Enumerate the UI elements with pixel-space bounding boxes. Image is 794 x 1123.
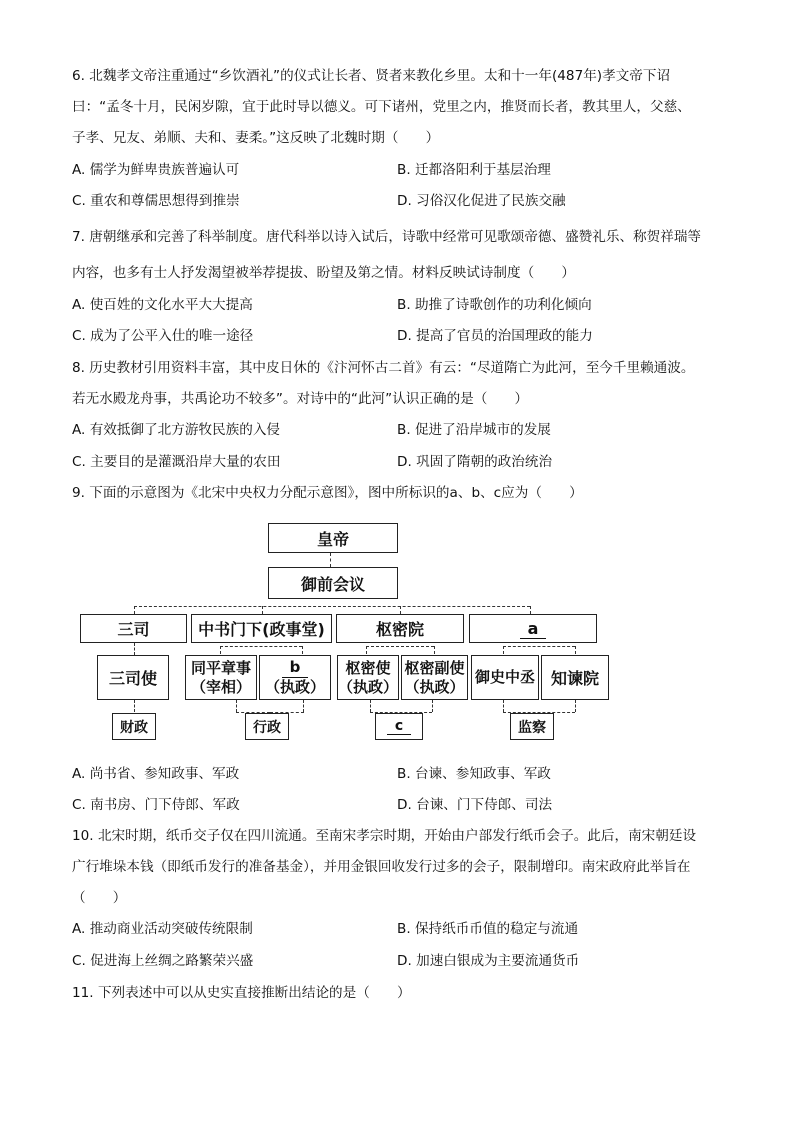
connector-zhongshu-right (302, 646, 303, 654)
box-b (259, 655, 331, 700)
tongping-title: 同平章事 (190, 658, 251, 677)
q6-option-b: B. 迁都洛阳利于基层治理 (397, 162, 551, 178)
shumishi-sub: （执政） (338, 677, 399, 696)
connector-bus-sansi (134, 606, 135, 614)
q8-stem-line1: 8. 历史教材引用资料丰富，其中皮日休的《汴河怀古二首》有云：“尽道隋亡为此河，至今千里赖通波。 (72, 360, 695, 376)
q6-stem-line2: 曰：“孟冬十月，民闲岁隙，宜于此时导以德义。可下诸州，党里之内，推贤而长者，教其里人，父慈、 (72, 99, 691, 115)
box-shumishi (337, 655, 399, 700)
connector-a-left (503, 646, 504, 654)
connector-bus-shumi (400, 606, 401, 614)
connector-shumi-split (366, 646, 434, 647)
q8-stem-line2: 若无水殿龙舟事，共禹论功不较多”。对诗中的“此河”认识正确的是（ ） (72, 391, 529, 407)
connector-sansi-down (134, 643, 135, 655)
box-zhongshu: 中书门下(政事堂) (191, 614, 332, 643)
q10-stem-line1: 10. 北宋时期，纸币交子仅在四川流通。至南宋孝宗时期，开始由户部发行纸币会子。此后，南宋朝廷设 (72, 828, 697, 844)
box-c (375, 713, 423, 740)
box-jiancha: 监察 (510, 713, 554, 740)
q9-option-a: A. 尚书省、参知政事、军政 (72, 766, 240, 782)
q6-option-a: A. 儒学为鲜卑贵族普遍认可 (72, 162, 240, 178)
q7-option-a: A. 使百姓的文化水平大大提高 (72, 297, 253, 313)
q9-stem-line1: 9. 下面的示意图为《北宋中央权力分配示意图》，图中所标识的a、b、c应为（ ） (72, 485, 583, 501)
shumishi-title: 枢密使 (345, 658, 391, 677)
connector-sansishi-caizheng (134, 700, 135, 712)
q9-option-b: B. 台谏、参知政事、军政 (397, 766, 551, 782)
q10-option-c: C. 促进海上丝绸之路繁荣兴盛 (72, 953, 254, 969)
label-a: a (520, 619, 547, 639)
q6-stem-line3: 子孝、兄友、弟顺、夫和、妻柔。”这反映了北魏时期（ ） (72, 130, 440, 146)
connector-tongping-down (236, 700, 237, 712)
q10-stem-line3: （ ） (72, 890, 127, 906)
q10-stem-line2: 广行堆垛本钱（即纸币发行的准备基金），并用金银回收发行过多的会子，限制增印。南宋政府此举旨在 (72, 859, 691, 875)
q7-stem-line1: 7. 唐朝继承和完善了科举制度。唐代科举以诗入试后，诗歌中经常可见歌颂帝德、盛赞礼乐、称贺祥瑞等 (72, 229, 702, 245)
q6-stem-line1: 6. 北魏孝文帝注重通过“乡饮酒礼”的仪式让长者、贤者来教化乡里。太和十一年(487年)孝文帝下诏 (72, 68, 671, 84)
box-sansi: 三司 (80, 614, 187, 643)
q9-option-d: D. 台谏、门下侍郎、司法 (397, 797, 553, 813)
connector-a-split (503, 646, 575, 647)
box-caizheng: 财政 (112, 713, 156, 740)
q8-option-d: D. 巩固了隋朝的政治统治 (397, 454, 553, 470)
q10-option-a: A. 推动商业活动突破传统限制 (72, 921, 253, 937)
connector-zhijian-down (575, 700, 576, 712)
shumifu-title: 枢密副使 (404, 658, 465, 677)
label-c: c (387, 718, 411, 735)
q8-option-c: C. 主要目的是灌溉沿岸大量的农田 (72, 454, 281, 470)
connector-yushi-down (503, 700, 504, 712)
q10-option-b: B. 保持纸币币值的稳定与流通 (397, 921, 579, 937)
connector-a-right (575, 646, 576, 654)
connector-bus-a (530, 606, 531, 614)
box-tongping (185, 655, 257, 700)
box-shumifu (401, 655, 468, 700)
q6-option-c: C. 重农和尊儒思想得到推崇 (72, 193, 240, 209)
q7-stem-line2: 内容，也多有士人抒发渴望被举荐提拔、盼望及第之情。材料反映试诗制度（ ） (72, 265, 575, 281)
box-zhijian: 知谏院 (541, 655, 609, 700)
q7-option-c: C. 成为了公平入仕的唯一途径 (72, 328, 254, 344)
b-sub: （执政） (264, 678, 325, 696)
label-b: b (282, 658, 309, 678)
q8-option-a: A. 有效抵御了北方游牧民族的入侵 (72, 422, 281, 438)
box-emperor: 皇帝 (268, 523, 398, 553)
q9-option-c: C. 南书房、门下侍郎、军政 (72, 797, 240, 813)
box-xingzheng: 行政 (245, 713, 289, 740)
box-shumi: 枢密院 (336, 614, 464, 643)
box-yushi: 御史中丞 (471, 655, 539, 700)
connector-shumi-left (366, 646, 367, 654)
box-council: 御前会议 (268, 567, 398, 599)
box-a (469, 614, 597, 643)
connector-shumishi-down (370, 700, 371, 712)
q10-option-d: D. 加速白银成为主要流通货币 (397, 953, 580, 969)
q6-option-d: D. 习俗汉化促进了民族交融 (397, 193, 566, 209)
q7-option-d: D. 提高了官员的治国理政的能力 (397, 328, 593, 344)
connector-council-bus (134, 606, 530, 607)
q7-option-b: B. 助推了诗歌创作的功利化倾向 (397, 297, 592, 313)
connector-bus-zhongshu (262, 606, 263, 614)
q8-option-b: B. 促进了沿岸城市的发展 (397, 422, 551, 438)
connector-emperor-council (330, 553, 331, 567)
tongping-sub: （宰相） (190, 677, 251, 696)
q11-stem-line1: 11. 下列表述中可以从史实直接推断出结论的是（ ） (72, 985, 411, 1001)
connector-shumifu-down (432, 700, 433, 712)
shumifu-sub: （执政） (404, 677, 465, 696)
connector-shumi-right (434, 646, 435, 654)
connector-zhongshu-left (220, 646, 221, 654)
box-sansishi: 三司使 (97, 655, 169, 700)
connector-zhongshu-split (220, 646, 302, 647)
connector-b-down (303, 700, 304, 712)
